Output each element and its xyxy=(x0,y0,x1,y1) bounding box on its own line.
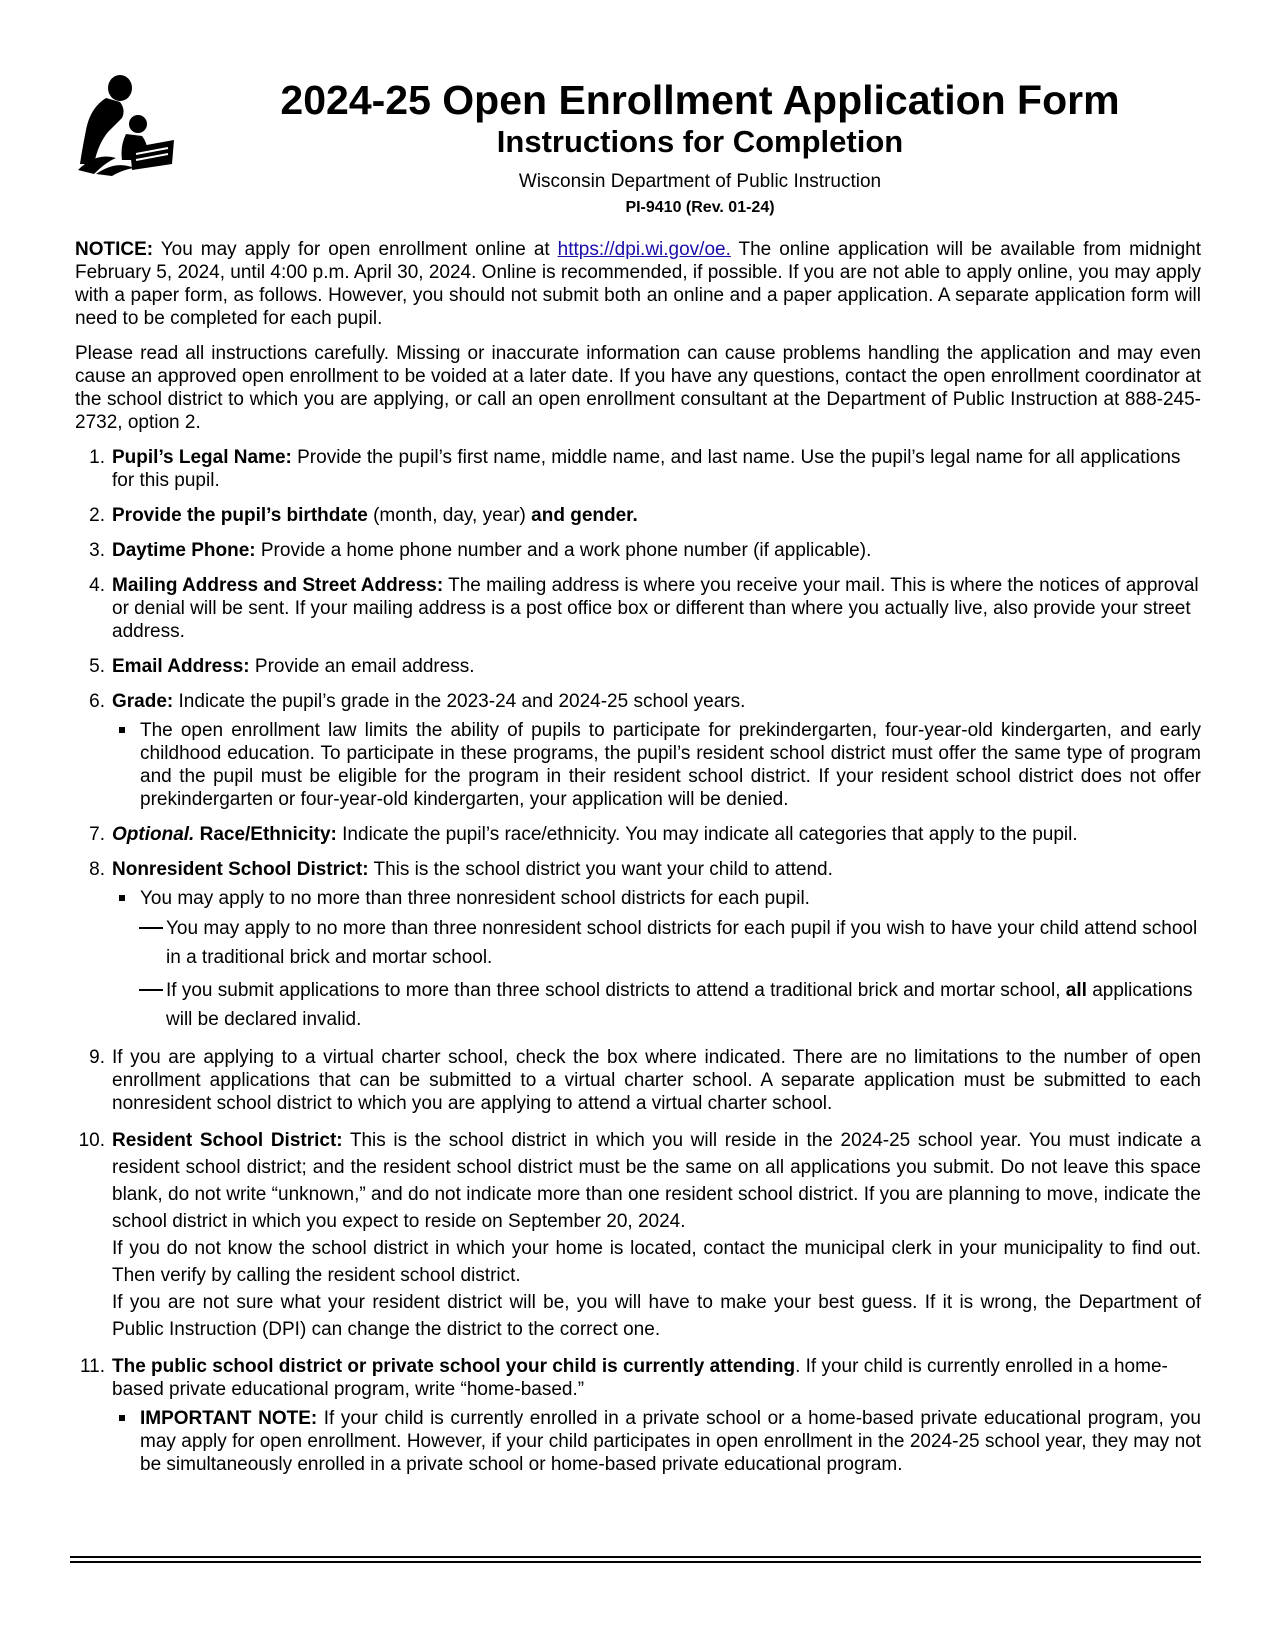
intro-paragraph: Please read all instructions carefully. Missing or inaccurate information can cause problems handling the application and may even cause an approved open enrollment to be voided at a later date. If you have any questions, contact the open enrollment coordinator at the school district to which you are applying, or call an open enrollment consultant at the Department of Public Instruction at 888-245-2732, option 2. xyxy=(75,343,1201,433)
item-text: Provide the pupil’s first name, middle name, and last name. Use the pupil’s legal name for all applications for this pupil. xyxy=(112,447,1181,491)
item-paragraph-2: If you do not know the school district in which your home is located, contact the municipal clerk in your municipality to find out. Then verify by calling the resident school district. xyxy=(112,1238,1201,1286)
bullet-item xyxy=(112,887,1201,910)
item-number: 2. xyxy=(89,505,105,526)
square-bullet-icon xyxy=(119,1415,125,1421)
square-bullet-icon xyxy=(119,895,125,901)
page-subtitle: Instructions for Completion xyxy=(496,124,904,159)
page-title: 2024-25 Open Enrollment Application Form xyxy=(280,77,1120,123)
dash-text-after: applications will be declared invalid. xyxy=(166,980,1193,1030)
item-text: Indicate the pupil’s race/ethnicity. You may indicate all categories that apply to the pupil. xyxy=(336,824,1078,845)
item-text: Provide a home phone number and a work phone number (if applicable). xyxy=(255,540,872,561)
item-number: 5. xyxy=(89,656,105,677)
footer-rule-top xyxy=(70,1556,1201,1558)
item-heading: Daytime Phone: xyxy=(112,540,256,561)
form-number: PI-9410 (Rev. 01-24) xyxy=(625,199,775,216)
item-number: 8. xyxy=(89,859,105,880)
item-heading: Grade: xyxy=(112,691,174,712)
item-number: 1. xyxy=(89,447,105,468)
notice-paragraph xyxy=(75,238,1201,330)
item-number: 4. xyxy=(89,575,105,596)
list-item-3 xyxy=(75,539,1201,562)
footer-rule-bottom xyxy=(70,1561,1201,1563)
item-text: The mailing address is where you receive your mail. This is where the notices of approval or denial will be sent. If your mailing address is a post office box or different than where you actually live, also provide your street address. xyxy=(112,575,1199,642)
agency-name: Wisconsin Department of Public Instruction xyxy=(518,171,882,192)
list-item-5 xyxy=(75,655,1201,678)
item-number: 3. xyxy=(89,540,105,561)
list-item-8 xyxy=(75,858,1201,1034)
item-heading: The public school district or private school your child is currently attending xyxy=(112,1356,796,1377)
dash-bullet-icon xyxy=(139,927,163,929)
list-item-4 xyxy=(75,574,1201,643)
item-heading: Resident School District: xyxy=(112,1130,343,1151)
notice-label: NOTICE: xyxy=(75,239,154,260)
item-number: 6. xyxy=(89,691,105,712)
dash-text: You may apply to no more than three nonresident school districts for each pupil if you wish to have your child attend school in a traditional brick and mortar school. xyxy=(166,918,1198,968)
item-paragraph-3: If you are not sure what your resident district will be, you will have to make your best guess. If it is wrong, the Department of Public Instruction (DPI) can change the district to the correct one. xyxy=(112,1292,1201,1340)
list-item-11 xyxy=(75,1355,1201,1476)
dash-bullet-icon xyxy=(139,989,163,991)
item-optional-label: Optional. xyxy=(112,824,195,845)
item-heading: Provide the pupil’s birthdate xyxy=(112,505,368,526)
dash-item-1 xyxy=(112,914,1201,972)
instruction-list xyxy=(75,446,1201,1476)
item-heading: Pupil’s Legal Name: xyxy=(112,447,292,468)
bullet-text: If your child is currently enrolled in a private school or a home-based private educational program, you may apply for open enrollment. However, if your child participates in open enrollment in the 2024-25 school year, they may not be simultaneously enrolled in a private school or home-based private educational program. xyxy=(140,1408,1201,1475)
item-heading-2: and gender. xyxy=(531,505,638,526)
notice-text-after-link: The online application will be available from midnight February 5, 2024, until 4:00 p.m. April 30, 2024. Online is recommended, if possible. If you are not able to apply online, you may apply with a paper form, as follows. However, you should not submit both an online and a paper application. A separate application form will need to be completed for each pupil. xyxy=(75,239,1201,329)
item-heading: Race/Ethnicity: xyxy=(194,824,337,845)
item-heading: Mailing Address and Street Address: xyxy=(112,575,444,596)
item-number: 10. xyxy=(78,1130,105,1151)
list-item-9 xyxy=(75,1046,1201,1115)
notice-text-before-link: You may apply for open enrollment online at xyxy=(153,239,558,260)
item-text: . If your child is currently enrolled in a home-based private educational program, write “home-based.” xyxy=(112,1356,1168,1400)
online-application-link[interactable]: https://dpi.wi.gov/oe. xyxy=(557,239,731,260)
list-item-7 xyxy=(75,823,1201,846)
dash-text-before: If you submit applications to more than three school districts to attend a traditional brick and mortar school, xyxy=(166,980,1066,1001)
bullet-label: IMPORTANT NOTE: xyxy=(140,1408,318,1429)
bullet-text: The open enrollment law limits the ability of pupils to participate for prekindergarten, four-year-old kindergarten, and early childhood education. To participate in these programs, the pupil’s resident school district must offer the same type of program and the pupil must be eligible for the program in their resident school district. If your resident school district does not offer prekindergarten or four-year-old kindergarten, your application will be denied. xyxy=(140,720,1201,810)
item-text: This is the school district you want your child to attend. xyxy=(368,859,833,880)
reading-parent-child-logo xyxy=(76,74,176,176)
list-item-2 xyxy=(75,504,1201,527)
item-number: 7. xyxy=(89,824,105,845)
item-text: Indicate the pupil’s grade in the 2023-24 and 2024-25 school years. xyxy=(173,691,746,712)
list-item-10 xyxy=(75,1127,1201,1343)
dash-text-bold: all xyxy=(1065,980,1087,1001)
bullet-text: You may apply to no more than three nonresident school districts for each pupil. xyxy=(140,888,810,909)
item-number: 9. xyxy=(89,1047,105,1068)
bullet-item xyxy=(112,719,1201,811)
bullet-item xyxy=(112,1407,1201,1476)
item-number: 11. xyxy=(79,1356,105,1377)
item-heading: Nonresident School District: xyxy=(112,859,369,880)
dash-item-2 xyxy=(112,976,1201,1034)
item-text: If you are applying to a virtual charter school, check the box where indicated. There are no limitations to the number of open enrollment applications that can be submitted to a virtual charter school. A separate application must be submitted to each nonresident school district to which you are applying to attend a virtual charter school. xyxy=(112,1047,1201,1114)
square-bullet-icon xyxy=(119,727,125,733)
list-item-1 xyxy=(75,446,1201,492)
list-item-6 xyxy=(75,690,1201,811)
item-text: (month, day, year) xyxy=(367,505,532,526)
item-heading: Email Address: xyxy=(112,656,250,677)
instructions-body xyxy=(75,238,1201,1488)
item-text: This is the school district in which you will reside in the 2024-25 school year. You must indicate a resident school district; and the resident school district must be the same on all applications you submit. Do not leave this space blank, do not write “unknown,” and do not indicate more than one resident school district. If you are planning to move, indicate the school district in which you expect to reside on September 20, 2024. xyxy=(112,1130,1202,1232)
item-text: Provide an email address. xyxy=(249,656,475,677)
